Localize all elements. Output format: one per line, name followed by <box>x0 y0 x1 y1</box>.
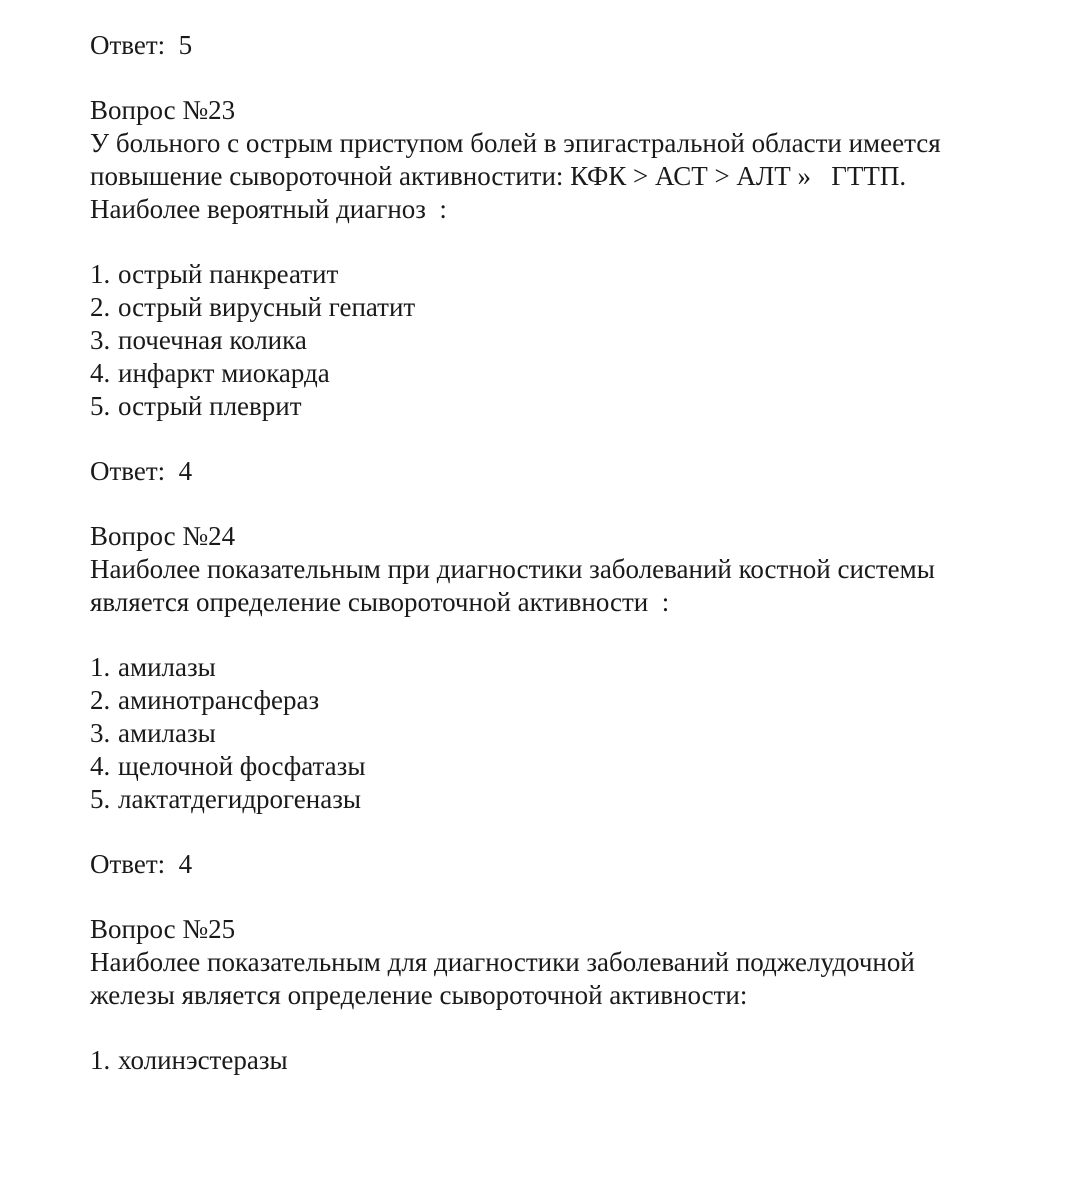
option-number: 4. <box>90 358 111 388</box>
spacer <box>90 1012 1030 1044</box>
answer-option <box>90 717 1030 750</box>
answer-option <box>90 324 1030 357</box>
option-number: 1. <box>90 652 111 682</box>
option-text: почечная колика <box>118 325 307 355</box>
option-text: амилазы <box>118 652 216 682</box>
spacer <box>90 226 1030 258</box>
question-text-line: Наиболее показательным при диагностики заболеваний костной системы <box>90 554 935 584</box>
spacer <box>90 423 1030 455</box>
question-text-line: повышение сывороточной активностити: КФК > АСТ > АЛТ » ГТТП. <box>90 161 907 191</box>
option-text: лактатдегидрогеназы <box>118 784 361 814</box>
option-text: острый панкреатит <box>118 259 339 289</box>
option-text: холинэстеразы <box>118 1045 288 1075</box>
question-block <box>90 94 1030 520</box>
answer-option <box>90 1044 1030 1077</box>
spacer <box>90 816 1030 848</box>
option-number: 3. <box>90 325 111 355</box>
question-block <box>90 520 1030 913</box>
option-text: инфаркт миокарда <box>118 358 330 388</box>
answer-option <box>90 258 1030 291</box>
question-title: Вопрос №25 <box>90 914 236 944</box>
answer-option <box>90 783 1030 816</box>
answer-option <box>90 684 1030 717</box>
question-title: Вопрос №24 <box>90 521 236 551</box>
question-text-line: Наиболее показательным для диагностики заболеваний поджелудочной <box>90 947 915 977</box>
question-text-line: железы является определение сывороточной активности: <box>90 980 748 1010</box>
option-text: щелочной фосфатазы <box>118 751 366 781</box>
option-text: аминотрансфераз <box>118 685 320 715</box>
question-text-line: является определение сывороточной активности : <box>90 587 670 617</box>
option-number: 3. <box>90 718 111 748</box>
answer-option <box>90 750 1030 783</box>
option-number: 5. <box>90 784 111 814</box>
option-number: 1. <box>90 259 111 289</box>
question-text-line: Наиболее вероятный диагноз : <box>90 194 447 224</box>
document-body <box>90 29 1030 1077</box>
option-number: 4. <box>90 751 111 781</box>
answer-line: Ответ: 4 <box>90 456 193 486</box>
option-text: амилазы <box>118 718 216 748</box>
answer-option <box>90 291 1030 324</box>
answer-line: Ответ: 4 <box>90 849 193 879</box>
answer-option <box>90 651 1030 684</box>
spacer <box>90 619 1030 651</box>
option-number: 2. <box>90 685 111 715</box>
question-title: Вопрос №23 <box>90 95 236 125</box>
option-text: острый вирусный гепатит <box>118 292 416 322</box>
spacer <box>90 62 1030 94</box>
option-number: 5. <box>90 391 111 421</box>
answer-option <box>90 357 1030 390</box>
answer-option <box>90 390 1030 423</box>
question-text-line: У больного с острым приступом болей в эпигастральной области имеется <box>90 128 941 158</box>
option-number: 2. <box>90 292 111 322</box>
option-text: острый плеврит <box>118 391 302 421</box>
option-number: 1. <box>90 1045 111 1075</box>
spacer <box>90 488 1030 520</box>
spacer <box>90 881 1030 913</box>
question-block <box>90 913 1030 1077</box>
answer-line: Ответ: 5 <box>90 30 193 60</box>
